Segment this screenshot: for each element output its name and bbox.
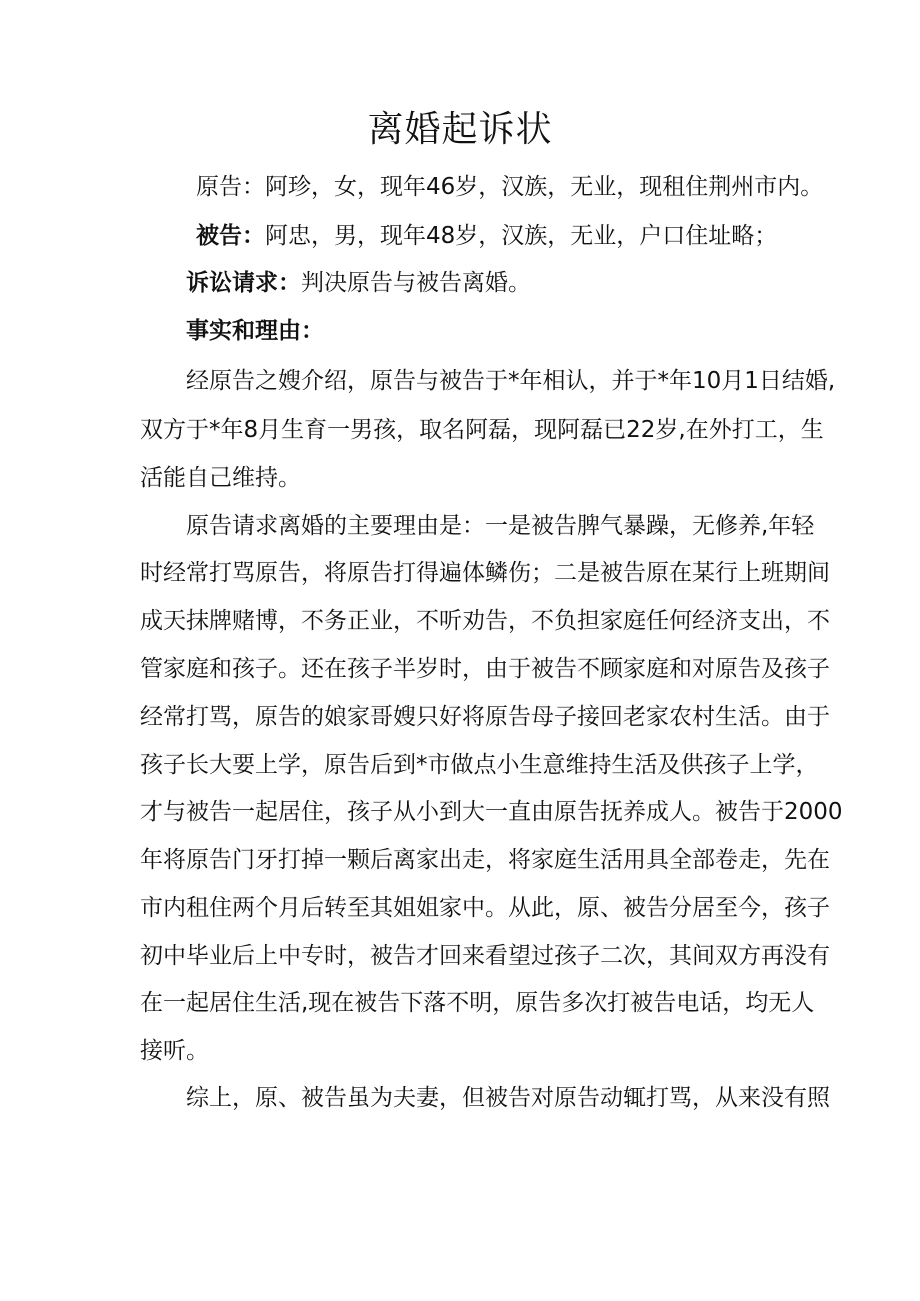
body-line-15: 接听。 [140, 1038, 209, 1064]
body-line-14: 在一起居住生活,现在被告下落不明，原告多次打被告电话，均无人 [140, 990, 815, 1016]
defendant-text: 阿忠，男，现年48岁，汉族，无业，户口住址略； [265, 223, 778, 249]
claims-line [186, 268, 531, 298]
body-line-16: 综上，原、被告虽为夫妻，但被告对原告动辄打骂，从来没有照 [186, 1085, 830, 1111]
body-line-3: 活能自己维持。 [140, 465, 301, 491]
body-line-11: 年将原告门牙打掉一颗后离家出走，将家庭生活用具全部卷走，先在 [140, 847, 830, 873]
body-line-13: 初中毕业后上中专时，被告才回来看望过孩子二次，其间双方再没有 [140, 943, 830, 969]
body-line-1: 经原告之嫂介绍，原告与被告于*年相认，并于*年10月1日结婚, [186, 368, 836, 394]
defendant-line [196, 221, 777, 251]
claims-label: 诉讼请求： [186, 270, 301, 296]
facts-label: 事实和理由： [186, 318, 324, 344]
defendant-label: 被告： [196, 223, 265, 249]
body-line-8: 经常打骂，原告的娘家哥嫂只好将原告母子接回老家农村生活。由于 [140, 704, 830, 730]
body-line-7: 管家庭和孩子。还在孩子半岁时，由于被告不顾家庭和对原告及孩子 [140, 656, 830, 682]
body-line-9: 孩子长大要上学，原告后到*市做点小生意维持生活及供孩子上学， [140, 752, 819, 778]
body-line-4: 原告请求离婚的主要理由是：一是被告脾气暴躁，无修养,年轻 [186, 513, 815, 539]
document-title: 离婚起诉状 [367, 109, 553, 150]
plaintiff-label: 原告： [196, 174, 265, 200]
plaintiff-line [196, 172, 823, 202]
body-line-12: 市内租住两个月后转至其姐姐家中。从此，原、被告分居至今，孩子 [140, 895, 830, 921]
facts-heading [186, 316, 324, 346]
body-line-2: 双方于*年8月生育一男孩，取名阿磊，现阿磊已22岁,在外打工，生 [140, 417, 824, 443]
body-line-6: 成天抹牌赌博，不务正业，不听劝告，不负担家庭任何经济支出，不 [140, 608, 830, 634]
claims-text: 判决原告与被告离婚。 [301, 270, 531, 296]
body-line-5: 时经常打骂原告，将原告打得遍体鳞伤；二是被告原在某行上班期间 [140, 560, 830, 586]
plaintiff-text: 阿珍，女，现年46岁，汉族，无业，现租住荆州市内。 [265, 174, 824, 200]
body-line-10: 才与被告一起居住，孩子从小到大一直由原告抚养成人。被告于2000 [140, 799, 843, 825]
